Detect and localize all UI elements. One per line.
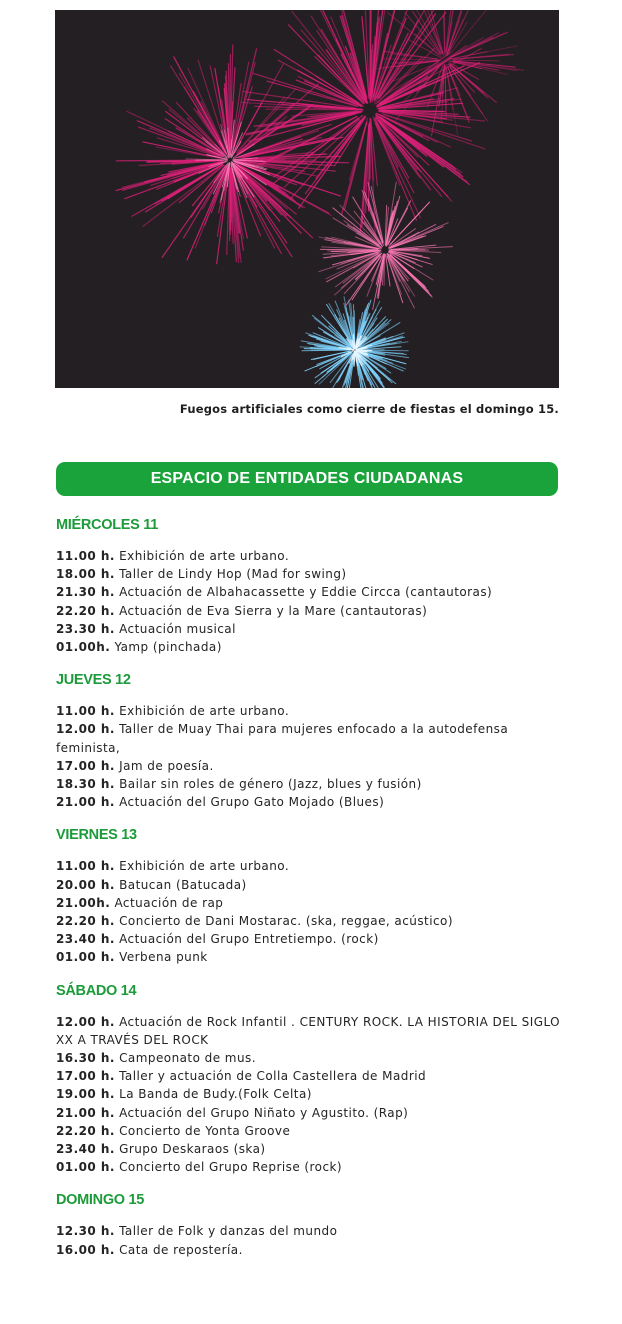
event-item <box>56 1158 561 1176</box>
event-item <box>56 1104 561 1122</box>
event-time: 11.00 h. <box>56 704 115 719</box>
event-time: 23.40 h. <box>56 1142 115 1157</box>
day-block <box>56 1192 561 1258</box>
event-item <box>56 1013 561 1049</box>
event-item <box>56 948 561 966</box>
day-block <box>56 517 561 656</box>
event-item <box>56 1241 561 1259</box>
event-text: Exhibición de arte urbano. <box>114 704 290 719</box>
day-title: JUEVES 12 <box>56 672 131 689</box>
event-time: 01.00 h. <box>56 1160 115 1175</box>
firework-burst-center <box>319 182 453 309</box>
event-text: Actuación de rap <box>110 895 224 910</box>
day-block <box>56 827 561 966</box>
event-list <box>56 857 561 966</box>
event-text: Taller de Muay Thai para mujeres enfocado a la autodefensa feminista, <box>56 722 509 755</box>
event-text: Grupo Deskaraos (ska) <box>114 1142 266 1157</box>
event-item <box>56 757 561 775</box>
event-text: Concierto del Grupo Reprise (rock) <box>114 1160 343 1175</box>
event-item <box>56 638 561 656</box>
event-text: Cata de repostería. <box>114 1242 243 1257</box>
event-text: Campeonato de mus. <box>114 1051 256 1066</box>
event-item <box>56 1140 561 1158</box>
event-time: 18.00 h. <box>56 567 115 582</box>
event-item <box>56 602 561 620</box>
day-title: VIERNES 13 <box>56 827 137 844</box>
event-item <box>56 1222 561 1240</box>
event-time: 12.00 h. <box>56 722 115 737</box>
event-text: Verbena punk <box>114 950 208 965</box>
event-time: 11.00 h. <box>56 859 115 874</box>
event-text: Jam de poesía. <box>114 758 214 773</box>
event-text: Exhibición de arte urbano. <box>114 859 290 874</box>
event-time: 20.00 h. <box>56 877 115 892</box>
event-time: 22.20 h. <box>56 603 115 618</box>
event-text: La Banda de Budy.(Folk Celta) <box>114 1087 312 1102</box>
event-time: 01.00 h. <box>56 950 115 965</box>
event-text: Concierto de Yonta Groove <box>114 1123 291 1138</box>
event-item <box>56 720 561 756</box>
event-item <box>56 912 561 930</box>
event-text: Actuación de Rock Infantil . CENTURY ROCK. LA HISTORIA DEL SIGLO XX A TRAVÉS DEL ROCK <box>56 1014 561 1047</box>
event-item <box>56 793 561 811</box>
event-item <box>56 620 561 638</box>
section-banner: ESPACIO DE ENTIDADES CIUDADANAS <box>56 462 558 496</box>
event-item <box>56 702 561 720</box>
event-item <box>56 1085 561 1103</box>
event-time: 22.20 h. <box>56 914 115 929</box>
event-time: 16.30 h. <box>56 1051 115 1066</box>
event-list <box>56 1013 561 1177</box>
event-text: Taller de Lindy Hop (Mad for swing) <box>114 567 347 582</box>
event-time: 01.00h. <box>56 640 111 655</box>
event-item <box>56 930 561 948</box>
event-time: 23.30 h. <box>56 621 115 636</box>
day-block <box>56 983 561 1177</box>
event-time: 18.30 h. <box>56 777 115 792</box>
fireworks-image <box>55 10 559 388</box>
event-text: Actuación musical <box>114 621 236 636</box>
event-text: Batucan (Batucada) <box>114 877 247 892</box>
event-list <box>56 702 561 811</box>
event-list <box>56 1222 561 1258</box>
event-time: 17.00 h. <box>56 758 115 773</box>
event-text: Actuación del Grupo Gato Mojado (Blues) <box>114 795 385 810</box>
event-item <box>56 894 561 912</box>
event-text: Yamp (pinchada) <box>110 640 222 655</box>
event-text: Concierto de Dani Mostarac. (ska, reggae, acústico) <box>114 914 453 929</box>
photo-caption: Fuegos artificiales como cierre de fiestas el domingo 15. <box>179 402 559 416</box>
event-text: Bailar sin roles de género (Jazz, blues y fusión) <box>114 777 422 792</box>
day-title: DOMINGO 15 <box>56 1192 145 1209</box>
event-time: 23.40 h. <box>56 932 115 947</box>
event-time: 19.00 h. <box>56 1087 115 1102</box>
day-title: SÁBADO 14 <box>56 982 137 999</box>
event-item <box>56 583 561 601</box>
schedule <box>56 517 561 1275</box>
day-title: MIÉRCOLES 11 <box>56 517 158 533</box>
event-item <box>56 857 561 875</box>
event-text: Actuación de Eva Sierra y la Mare (cantautoras) <box>114 603 428 618</box>
event-item <box>56 1067 561 1085</box>
event-text: Actuación del Grupo Niñato y Agustito. (Rap) <box>114 1105 409 1120</box>
event-time: 21.00h. <box>56 895 111 910</box>
event-time: 12.00 h. <box>56 1014 115 1029</box>
event-text: Exhibición de arte urbano. <box>114 549 290 563</box>
event-item <box>56 565 561 583</box>
event-item <box>56 876 561 894</box>
event-time: 21.00 h. <box>56 1105 115 1120</box>
event-time: 21.30 h. <box>56 585 115 600</box>
event-time: 17.00 h. <box>56 1069 115 1084</box>
event-time: 16.00 h. <box>56 1242 115 1257</box>
event-text: Actuación del Grupo Entretiempo. (rock) <box>114 932 379 947</box>
event-text: Taller de Folk y danzas del mundo <box>114 1224 338 1239</box>
event-text: Taller y actuación de Colla Castellera de Madrid <box>114 1069 427 1084</box>
fireworks-photo <box>55 10 559 388</box>
event-time: 22.20 h. <box>56 1123 115 1138</box>
event-time: 11.00 h. <box>56 549 115 563</box>
event-item <box>56 1122 561 1140</box>
event-item <box>56 775 561 793</box>
event-text: Actuación de Albahacassette y Eddie Circca (cantautoras) <box>114 585 493 600</box>
event-time: 21.00 h. <box>56 795 115 810</box>
event-time: 12.30 h. <box>56 1224 115 1239</box>
event-list <box>56 547 561 656</box>
event-item <box>56 547 561 565</box>
event-item <box>56 1049 561 1067</box>
day-block <box>56 672 561 811</box>
